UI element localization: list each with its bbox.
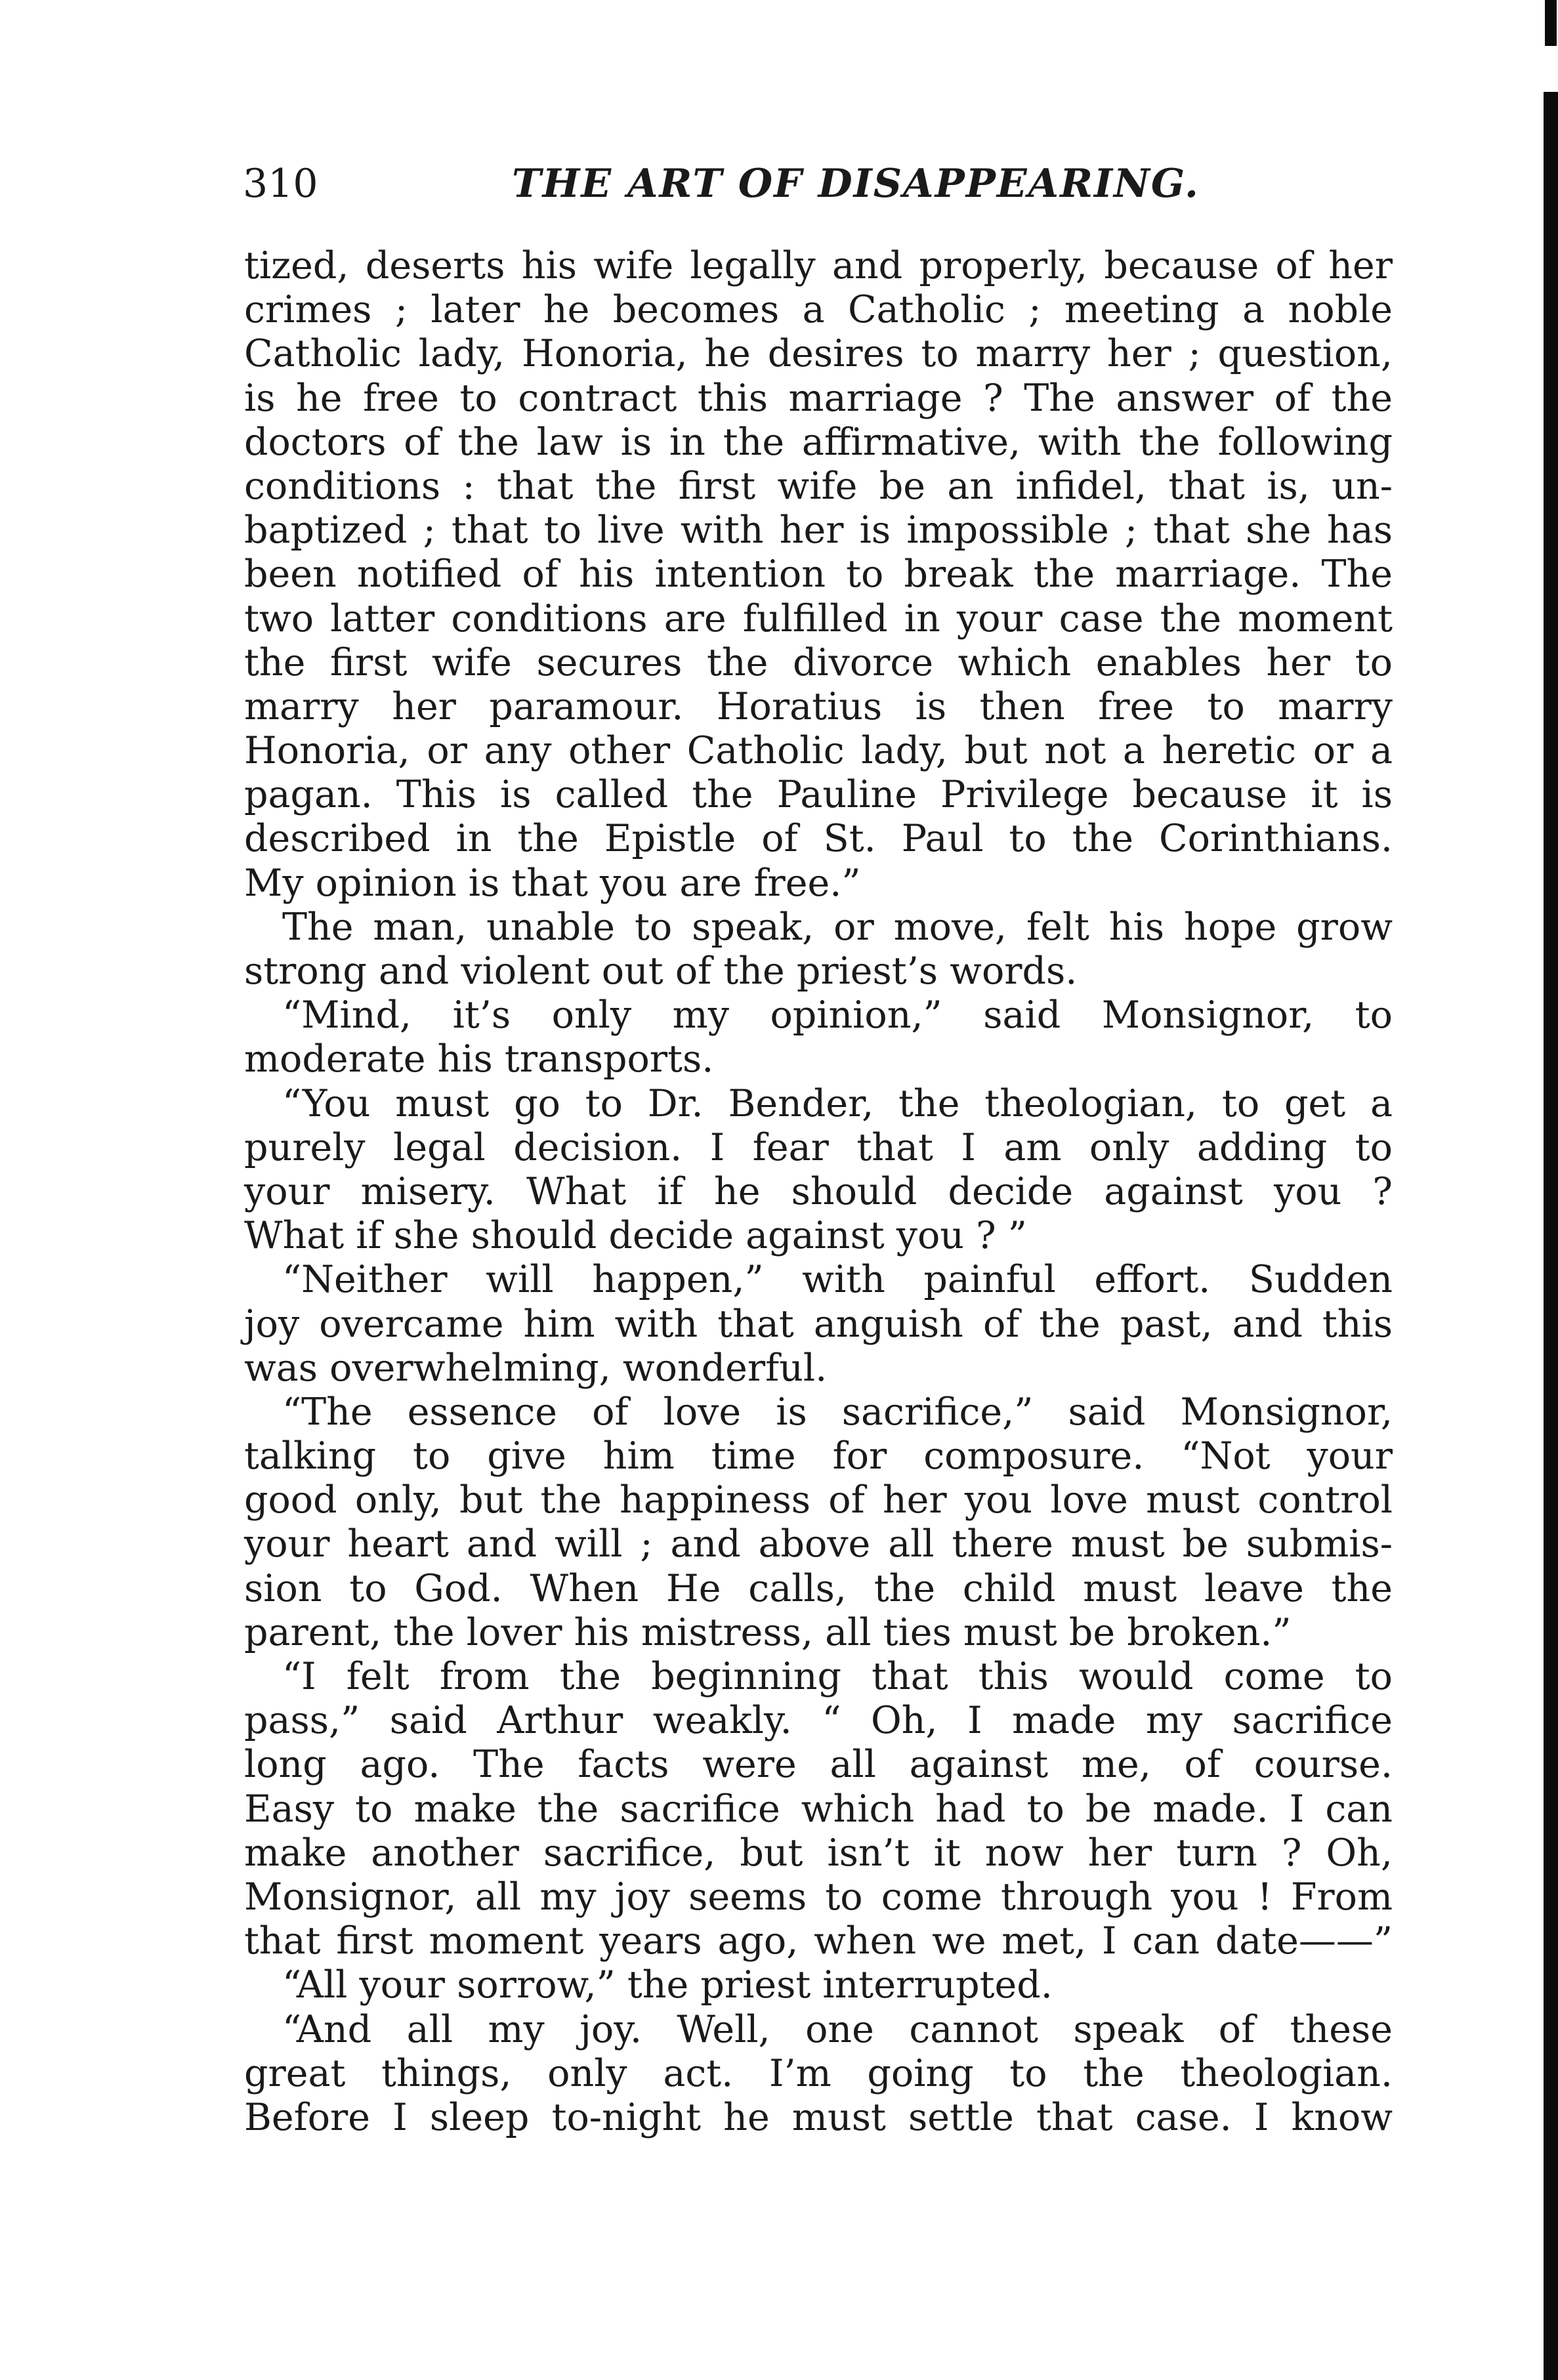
text-line: make another sacrifice, but isn’t it now her turn ? Oh, xyxy=(244,1831,1393,1875)
body-text xyxy=(244,244,1393,2140)
text-line: talking to give him time for composure. “Not your xyxy=(244,1434,1393,1478)
text-line: “Neither will happen,” with painful effort. Sudden xyxy=(282,1258,1393,1302)
text-line: “You must go to Dr. Bender, the theologian, to get a xyxy=(282,1081,1393,1125)
text-line: long ago. The facts were all against me, of course. xyxy=(244,1743,1393,1787)
text-line: great things, only act. I’m going to the theologian. xyxy=(244,2051,1393,2095)
text-line: good only, but the happiness of her you love must control xyxy=(244,1478,1393,1522)
text-line: “Mind, it’s only my opinion,” said Monsignor, to xyxy=(282,993,1393,1037)
text-line: joy overcame him with that anguish of the past, and this xyxy=(244,1302,1393,1346)
text-line: The man, unable to speak, or move, felt his hope grow xyxy=(282,905,1393,949)
text-line: “I felt from the beginning that this would come to xyxy=(282,1655,1393,1698)
page-number: 310 xyxy=(243,161,318,207)
text-line: moderate his transports. xyxy=(244,1037,714,1081)
text-line: “And all my joy. Well, one cannot speak of these xyxy=(282,2007,1393,2051)
text-line: is he free to contract this marriage ? The answer of the xyxy=(244,376,1393,420)
text-line: strong and violent out of the priest’s words. xyxy=(244,950,1078,993)
text-line: that first moment years ago, when we met, I can date——” xyxy=(244,1919,1393,1963)
text-line: “The essence of love is sacrifice,” said Monsignor, xyxy=(282,1390,1393,1434)
text-line: was overwhelming, wonderful. xyxy=(244,1346,828,1390)
text-line: Easy to make the sacrifice which had to be made. I can xyxy=(244,1787,1393,1831)
text-line: two latter conditions are fulfilled in your case the moment xyxy=(244,596,1393,640)
text-line: conditions : that the first wife be an infidel, that is, un- xyxy=(244,464,1393,508)
text-line: What if she should decide against you ? ” xyxy=(244,1214,1027,1258)
text-line: been notified of his intention to break the marriage. The xyxy=(244,553,1393,596)
text-line: your heart and will ; and above all there must be submis- xyxy=(244,1522,1393,1566)
binding-edge xyxy=(1544,92,1558,2380)
text-line: baptized ; that to live with her is impossible ; that she has xyxy=(244,509,1393,553)
text-line: described in the Epistle of St. Paul to the Corinthians. xyxy=(244,817,1393,861)
text-line: Catholic lady, Honoria, he desires to marry her ; question, xyxy=(244,332,1393,376)
binding-edge-mark xyxy=(1545,0,1557,46)
text-line: Monsignor, all my joy seems to come through you ! From xyxy=(244,1875,1393,1919)
text-line: sion to God. When He calls, the child must leave the xyxy=(244,1566,1393,1610)
text-line: parent, the lover his mistress, all ties must be broken.” xyxy=(244,1610,1292,1654)
running-title: THE ART OF DISAPPEARING. xyxy=(512,161,1200,207)
text-line: your misery. What if he should decide against you ? xyxy=(244,1169,1393,1213)
text-line: Honoria, or any other Catholic lady, but not a heretic or a xyxy=(244,729,1393,773)
text-line: My opinion is that you are free.” xyxy=(244,861,861,905)
text-line: pass,” said Arthur weakly. “ Oh, I made my sacrifice xyxy=(244,1699,1393,1743)
text-line: pagan. This is called the Pauline Privilege because it is xyxy=(244,773,1393,817)
text-line: marry her paramour. Horatius is then free to marry xyxy=(244,684,1393,728)
text-line: doctors of the law is in the affirmative, with the following xyxy=(244,420,1393,464)
running-head xyxy=(243,157,1391,210)
text-line: “All your sorrow,” the priest interrupted. xyxy=(282,1963,1053,2007)
text-line: crimes ; later he becomes a Catholic ; meeting a noble xyxy=(244,288,1393,332)
text-line: purely legal decision. I fear that I am only adding to xyxy=(244,1125,1393,1169)
text-line: tized, deserts his wife legally and properly, because of her xyxy=(244,244,1393,287)
text-line: Before I sleep to-night he must settle that case. I know xyxy=(244,2095,1393,2139)
text-line: the first wife secures the divorce which enables her to xyxy=(244,640,1393,684)
